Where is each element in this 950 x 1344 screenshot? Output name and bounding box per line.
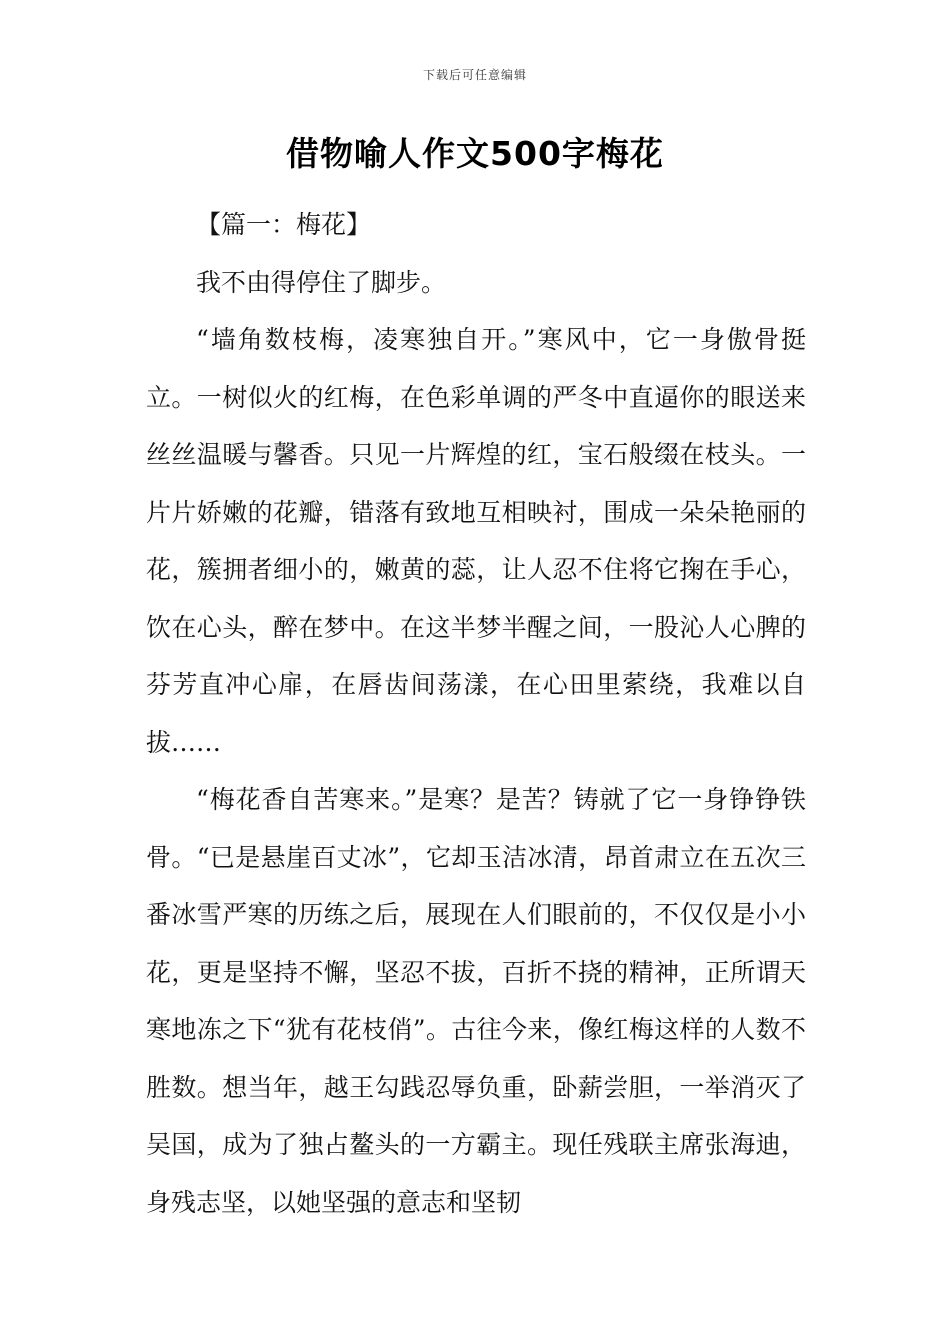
paragraph-3: “梅花香自苦寒来。”是寒？是苦？铸就了它一身铮铮铁骨。“已是悬崖百丈冰”，它却玉洁冰清，昂首肃立在五次三番冰雪严寒的历练之后，展现在人们眼前的，不仅仅是小小花，更是坚持不懈，坚忍不拔，百折不挠的精神，正所谓天寒地冻之下“犹有花枝俏”。古往今来，像红梅这样的人数不胜数。想当年，越王勾践忍辱负重，卧薪尝胆，一举消灭了吴国，成为了独占鳌头的一方霸主。现任残联主席张海迪，身残志坚，以她坚强的意志和坚韧 <box>146 785 806 1217</box>
section-heading: 【篇一：梅花】 <box>196 210 372 239</box>
document-body <box>146 196 806 1231</box>
paragraph-2: “墙角数枝梅，凌寒独自开。”寒风中，它一身傲骨挺立。一树似火的红梅，在色彩单调的严冬中直逼你的眼送来丝丝温暖与馨香。只见一片辉煌的红，宝石般缀在枝头。一片片娇嫩的花瓣，错落有致地互相映衬，围成一朵朵艳丽的花，簇拥者细小的，嫩黄的蕊，让人忍不住将它掬在手心，饮在心头，醉在梦中。在这半梦半醒之间，一股沁人心脾的芬芳直冲心扉，在唇齿间荡漾，在心田里萦绕，我难以自拔…… <box>146 325 806 757</box>
header-note: 下载后可任意编辑 <box>422 68 527 82</box>
paragraph-1: 我不由得停住了脚步。 <box>196 267 447 297</box>
document-title: 借物喻人作文500字梅花 <box>286 134 664 173</box>
